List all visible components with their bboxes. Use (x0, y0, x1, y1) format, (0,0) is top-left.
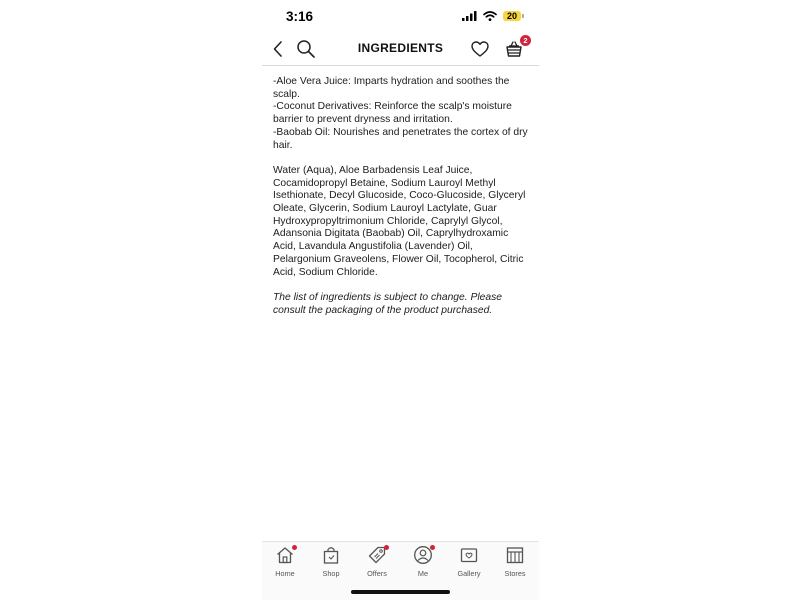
benefit-line: -Aloe Vera Juice: Imparts hydration and soothes the scalp. (273, 76, 510, 100)
tab-label: Me (417, 569, 429, 578)
phone-screen (262, 0, 539, 600)
disclaimer-text: The list of ingredients is subject to change. Please consult the packaging of the product purchased. (273, 291, 502, 316)
gallery-icon (459, 545, 479, 565)
notification-dot (292, 545, 297, 550)
wishlist-button[interactable] (468, 37, 492, 61)
ingredients-content (273, 76, 533, 317)
signal-icon (462, 11, 477, 21)
home-indicator (351, 590, 450, 594)
tab-label: Stores (504, 569, 526, 578)
store-icon (505, 545, 525, 565)
tab-label: Gallery (457, 569, 481, 578)
tab-label: Shop (322, 569, 340, 578)
wifi-icon (483, 11, 497, 21)
tab-label: Home (275, 569, 295, 578)
cart-count-badge: 2 (520, 35, 531, 46)
cart-button[interactable] (502, 37, 526, 61)
tab-label: Offers (367, 569, 387, 578)
status-icons (462, 11, 521, 21)
status-time: 3:16 (286, 9, 314, 24)
tab-me[interactable] (400, 545, 446, 578)
ingredient-list: Water (Aqua), Aloe Barbadensis Leaf Juice, Cocamidopropyl Betaine, Sodium Lauroyl Methyl Isethionate, Decyl Glucoside, Coco-Glucoside, Glyceryl Oleate, Glycerin, Sodium Lauroyl Lactylate, Guar Hydroxypropyltrimonium Chloride, Caprylyl Glycol, Adansonia Digitata (Baobab) Oil, Caprylhydroxamic Acid, Lavandula Angustifolia (Lavender) Oil, Pelargonium Graveolens, Flower Oil, Tocopherol, Citric Acid, Sodium Chloride. (273, 164, 526, 278)
tab-shop[interactable] (308, 545, 354, 578)
battery-indicator: 20 (503, 11, 521, 21)
tab-offers[interactable] (354, 545, 400, 578)
benefit-line: -Baobab Oil: Nourishes and penetrates the cortex of dry hair. (273, 126, 528, 151)
page-title: INGREDIENTS (357, 41, 444, 55)
header-divider (262, 65, 539, 66)
top-nav-bar (262, 33, 539, 65)
shopping-bag-icon (321, 545, 341, 565)
benefit-line: -Coconut Derivatives: Reinforce the scalp's moisture barrier to prevent dryness and irritation. (273, 101, 512, 126)
notification-dot (384, 545, 389, 550)
heart-icon (471, 41, 489, 57)
tab-gallery[interactable] (446, 545, 492, 578)
tab-stores[interactable] (492, 545, 538, 578)
notification-dot (430, 545, 435, 550)
tab-home[interactable] (262, 545, 308, 578)
